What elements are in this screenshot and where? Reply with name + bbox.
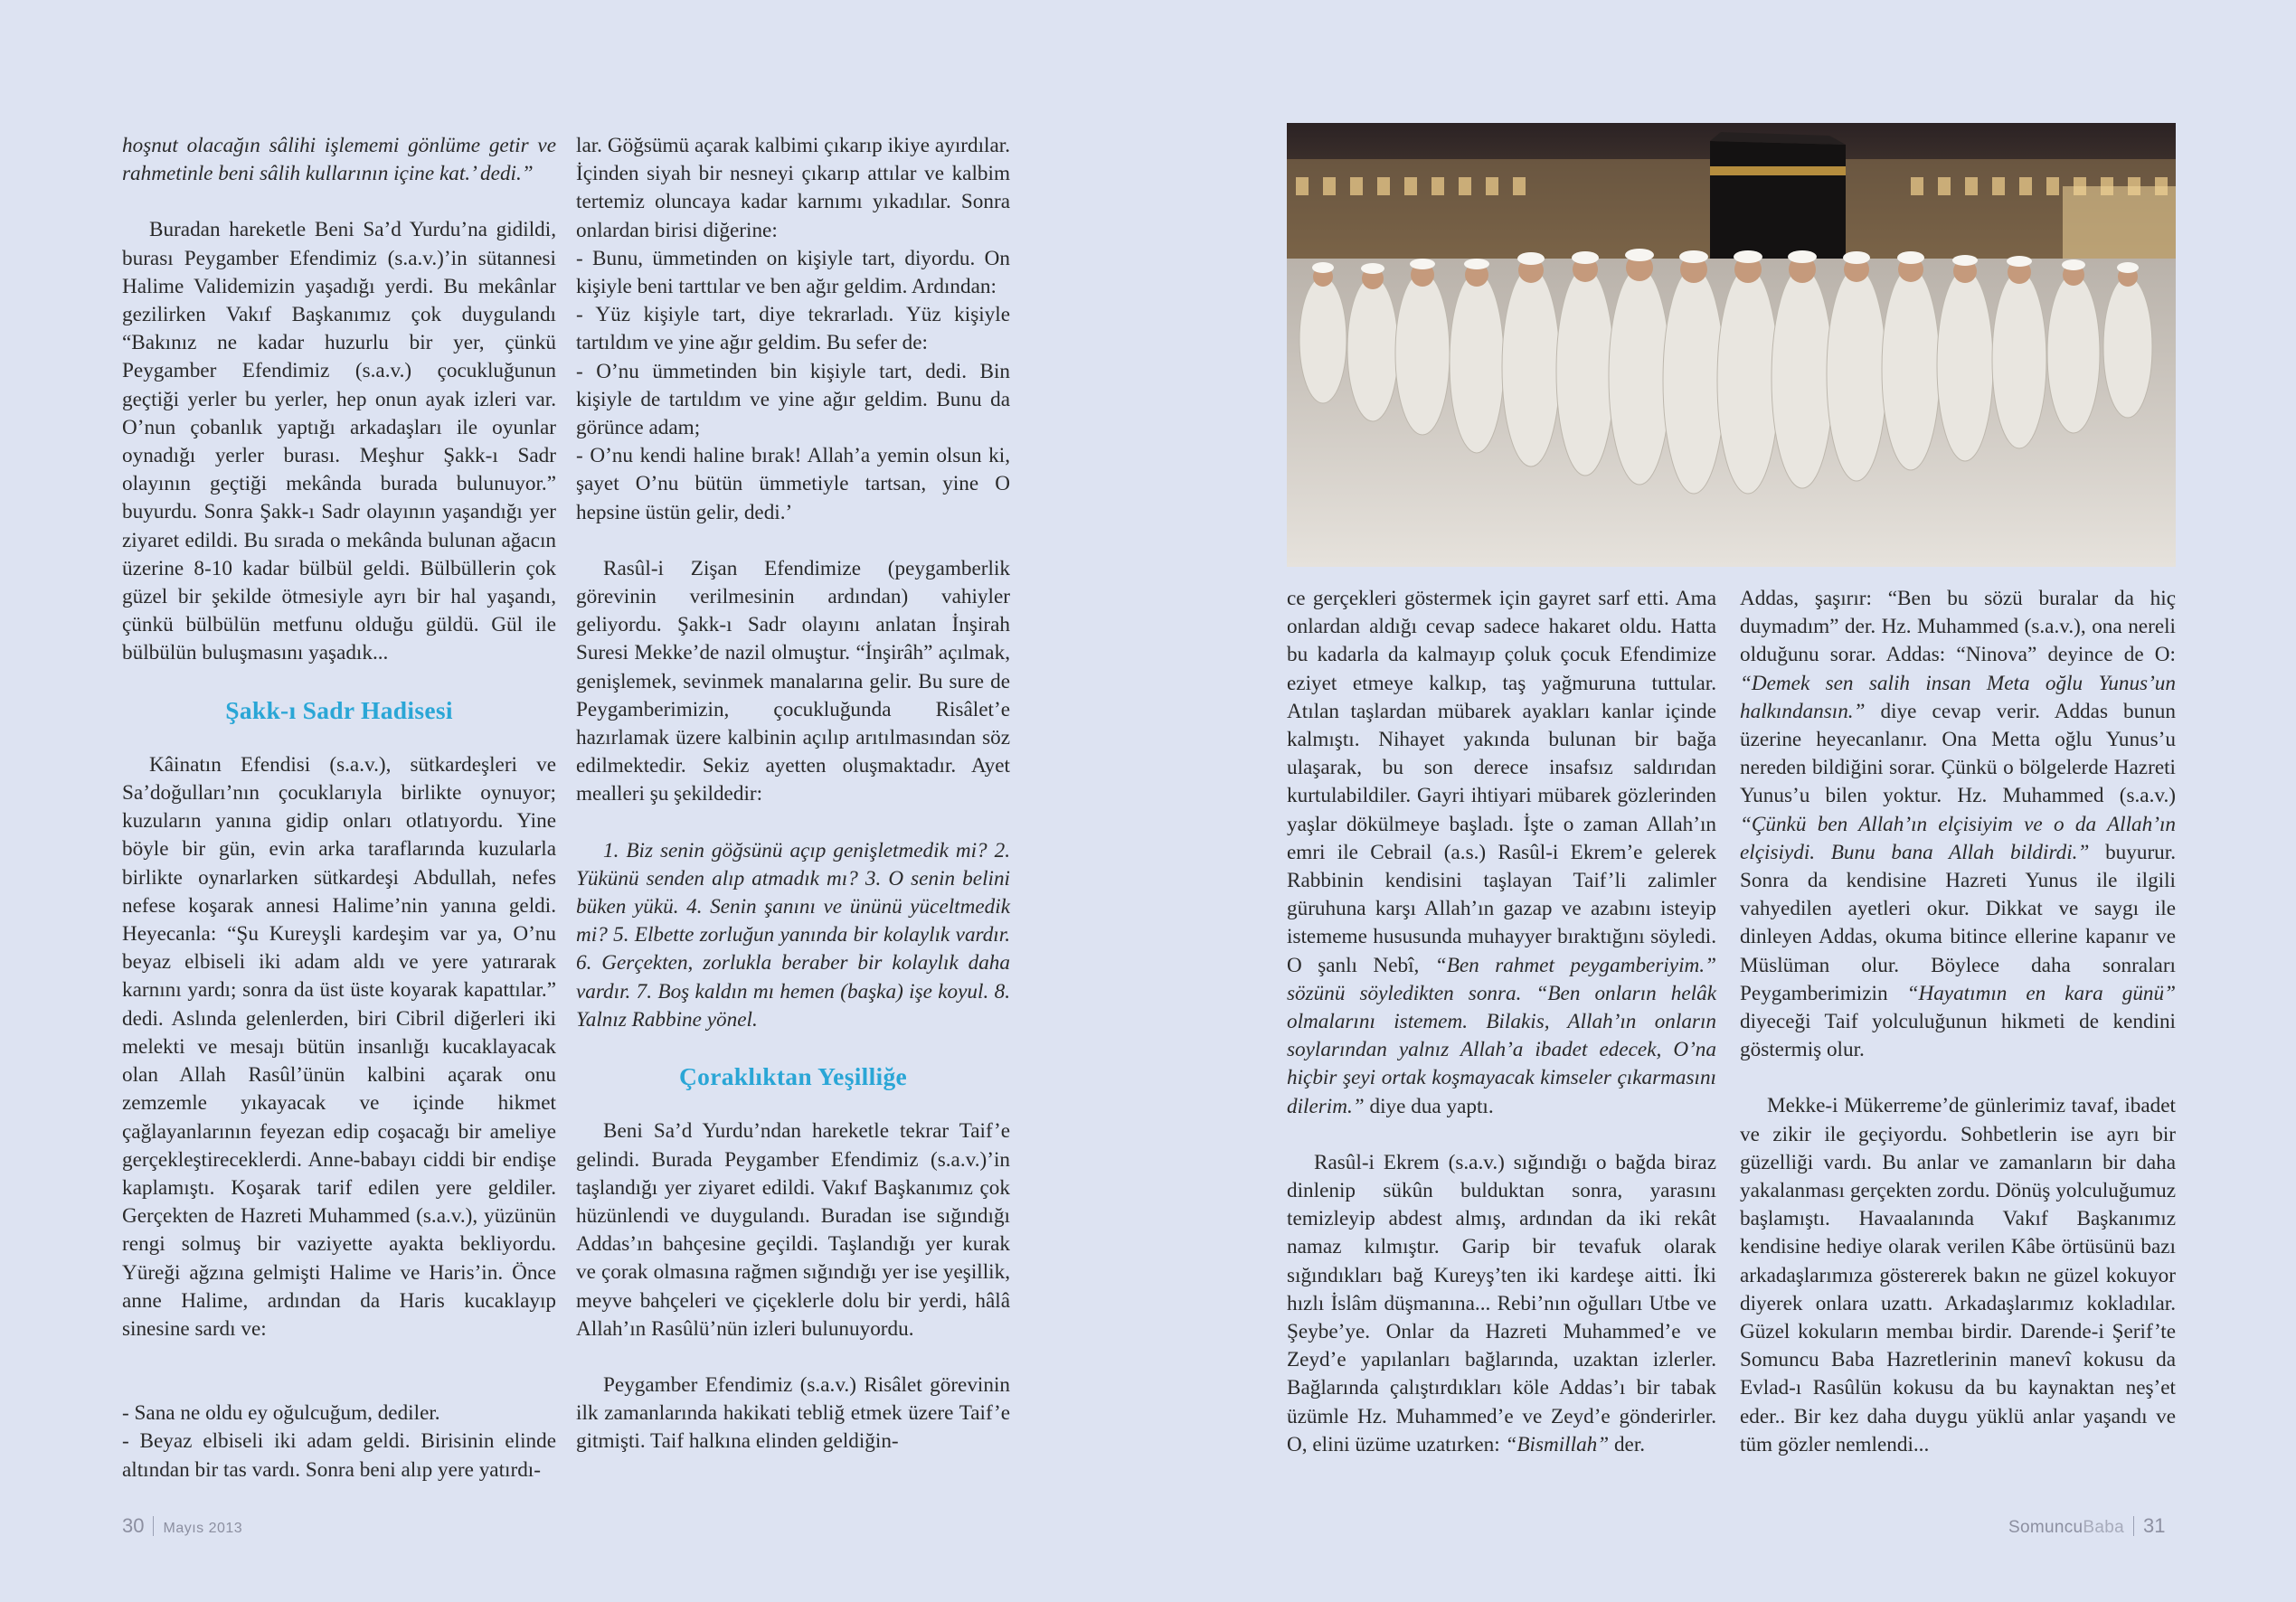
section-heading: Çoraklıktan Yeşilliğe	[678, 1062, 908, 1091]
text-run: diye cevap verir. Addas bunun üzerine heyecanlanır. Ona Metta oğlu Yunus’u nereden bildiğini sorar. Çünkü o bölgelerde Hazreti Yunus’u bilen yoktur. Hz. Muhammed (s.a.v.)	[1740, 699, 2176, 808]
dialogue-line: - Bunu, ümmetinden on kişiyle tart, diyordu. On kişiyle beni tarttılar ve ben ağır geldim. Ardından:	[576, 246, 1010, 299]
kaaba-group-photo	[1287, 123, 2176, 567]
quote-run: “Ben rahmet peygamberiyim.” sözünü söyledikten sonra. “Ben onların helâk olmalarını istemem. Bilakis, Allah’ın onların soylarından yalnız Allah’a ibadet edecek, O’na hiçbir şeyi ortak koşmayacak kimseler çıkarmasını dilerim.”	[1287, 953, 1716, 1118]
section-heading: Şakk-ı Sadr Hadisesi	[225, 695, 453, 724]
verse-translations: 1. Biz senin göğsünü açıp genişletmedik mi? 2. Yükünü senden alıp atmadık mı? 3. O senin belini büken yükü. 4. Senin şanını ve ününü yüceltmedik mi? 5. Elbette zorluğun yanında bir kolaylık vardır. 6. Gerçekten, zorlukla beraber bir kolaylık daha vardır. 7. Boş kaldın mı hemen (başka) işe koyul. 8. Yalnız Rabbine yönel.	[576, 838, 1010, 1032]
paragraph: Kâinatın Efendisi (s.a.v.), sütkardeşleri ve Sa’doğulları’nın çocuklarıyla birlikte oynuyor; kuzuların yanına gidip onları otlatıyordu. Yine böyle bir gün, evin arka taraflarında kuzularla birlikte oynarlarken sütkardeşi Abdullah, nefes nefese koşarak annesi Halime’nin yanına geldi. Heyecanla: “Şu Kureyşli kardeşim var ya, O’nu beyaz elbiseli iki adam aldı ve yere yatırarak karnını yardı; sonra da üst üste koyarak kapattılar.” dedi. Aslında gelenlerden, biri Cibril diğerleri iki melekti ve mesajı bütün insanlığı kucaklayacak olan Allah Rasûl’ünün kalbini açarak onu zemzemle yıkayacak ve içinde hikmet çağlayanlarının feyezan edip coşacağı bir ameliye gerçekleştireceklerdi. Anne-babayı ciddi bir endişe kaplamıştı. Koşarak tarif edilen yere geldiler. Gerçekten de Hazreti Muhammed (s.a.v.), yüzünün rengi solmuş bir vaziyette ayakta bekliyordu. Yüreği ağzına gelmişti Halime ve Haris’in. Önce anne Halime, ardından da Haris kucaklayıp sinesine sardı ve:	[122, 752, 556, 1341]
paragraph: Buradan hareketle Beni Sa’d Yurdu’na gidildi, burası Peygamber Efendimiz (s.a.v.)’in sütannesi Halime Validemizin yaşadığı yerdi. Bu mekânlar gezilirken Vakıf Başkanımız çok duygulandı “Bakınız ne kadar huzurlu bir yer, çünkü Peygamber Efendimiz (s.a.v.) çocukluğunun geçtiği yerler bu yerler, hep onun ayak izleri var. O’nun çobanlık yaptığı arkadaşları ile oyunlar oynadığı yerler burası. Meşhur Şakk-ı Sadr olayının geçtiği mekânda burada bulunuyor.” buyurdu. Sonra Şakk-ı Sadr olayının yaşandığı yer ziyaret edildi. Bu sırada o mekânda bulunan ağacın üzerine 8-10 kadar bülbül geldi. Bülbüllerin çok güzel bir şekilde ötmesiyle ayrı bir hal yaşandı, çünkü bülbülün metfunu olduğu güldü. Gül ile bülbülün buluşmasını yaşadık...	[122, 218, 556, 665]
dialogue-line: - Sana ne oldu ey oğulcuğum, dediler.	[122, 1401, 440, 1426]
dialogue-line: - O’nu ümmetinden bin kişiyle tart, dedi. Bin kişiyle de tartıldım ve yine ağır geldim. Bunu da görünce adam;	[576, 359, 1010, 440]
folio-divider	[2133, 1516, 2134, 1536]
paragraph: hoşnut olacağın sâlihi işlememi gönlüme getir ve rahmetinle beni sâlih kullarının içine kat.’ dedi.”	[122, 134, 556, 186]
text-run: buyurur. Sonra da kendisine Hazreti Yunus ile ilgili vahyedilen ayetleri okur. Dikkat ve saygı ile dinleyen Addas, okuma bitince ellerine kapanır ve Müslüman olur. Böylece daha sonraları Peygamberimizin	[1740, 840, 2176, 1005]
quote-run: “Bismillah”	[1505, 1432, 1610, 1456]
paragraph	[1740, 585, 2176, 1064]
column-1	[122, 132, 556, 1484]
dialogue-line: - Beyaz elbiseli iki adam geldi. Birisinin elinde altından bir tas vardı. Sonra beni alıp yere yatırdı-	[122, 1429, 556, 1482]
photo-illustration	[1287, 123, 2176, 567]
paragraph	[1287, 1149, 1716, 1459]
folio-divider	[153, 1516, 154, 1536]
text-run: diye dua yaptı.	[1364, 1094, 1494, 1118]
text-run: Rasûl-i Ekrem (s.a.v.) sığındığı o bağda biraz dinlenip sükûn bulduktan sonra, yarasını temizleyip abdest almış, ardından da iki rekât namaz kılmıştır. Garip bir tevafuk olarak sığındıkları bağ Kureyş’ten iki kardeşe aitti. İki hızlı İslâm düşmanına... Rebi’nın oğulları Utbe ve Şeybe’ye. Onlar da Hazreti Muhammed’e ve Zeyd’e yapılanları bağlarında, uzaktan izlerler. Bağlarında çalıştırdıkları köle Addas’ı bir tabak üzümle Hz. Muhammed’e ve Zeyd’e gönderirler. O, elini üzüme uzatırken:	[1287, 1150, 1716, 1456]
quote-run: “Demek sen salih insan Meta oğlu Yunus’un halkındansın.”	[1740, 671, 2176, 723]
page-folio-right	[2008, 1514, 2165, 1538]
column-3	[1287, 585, 1716, 1459]
brand-part: Baba	[2083, 1518, 2124, 1537]
page-number: 30	[122, 1514, 145, 1537]
page-folio-left	[122, 1514, 242, 1538]
dialogue-line: - O’nu kendi haline bırak! Allah’a yemin olsun ki, şayet O’nu bütün ümmetiyle tartsan, yine O hepsine üstün gelir, dedi.’	[576, 444, 1010, 524]
text-run: diyeceği Taif yolculuğunun hikmeti de kendini göstermiş olur.	[1740, 1010, 2176, 1062]
quote-run: “Hayatımın en kara günü”	[1906, 981, 2176, 1005]
paragraph: lar. Göğsümü açarak kalbimi çıkarıp ikiye ayırdılar. İçinden siyah bir nesneyi çıkarıp attılar ve kalbim tertemiz oluncaya kadar karnımı yıkadılar. Sonra onlardan birisi diğerine:	[576, 134, 1010, 242]
magazine-brand	[2008, 1518, 2124, 1537]
paragraph	[1287, 585, 1716, 1121]
paragraph: Mekke-i Mükerreme’de günlerimiz tavaf, ibadet ve zikir ile geçiyordu. Sohbetlerin ise ayrı bir güzelliği vardı. Bu anlar ve zamanların bir daha yakalanması gerçekten zordu. Dönüş yolculuğumuz başlamıştı. Havaalanında Vakıf Başkanımız kendisine hediye olarak verilen Kâbe örtüsünü bazı arkadaşlarımıza göstererek bakın ne güzel kokuyor diyerek onlara uzattı. Arkadaşlarımız kokladılar. Güzel kokuların membaı birdir. Darende-i Şerif’te Somuncu Baba Hazretlerinin manevî kokusu da Evlad-ı Rasûlün kokusu da bu kaynaktan neş’et eder.. Bir kez daha duygu yüklü anlar yaşandı ve tüm gözler nemlendi...	[1740, 1094, 2176, 1456]
paragraph: Beni Sa’d Yurdu’ndan hareketle tekrar Taif’e gelindi. Burada Peygamber Efendimiz (s.a.v.)’in taşlandığı yer ziyaret edildi. Vakıf Başkanımız çok hüzünlendi ve duygulandı. Buradan ise sığındığı Addas’ın bahçesine geçildi. Taşlandığı yer kurak ve çorak olmasına rağmen sığındığı yer ise yeşillik, meyve bahçeleri ve çiçeklerle dolu bir yerdi, hâlâ Allah’ın Rasûlü’nün izleri bulunuyordu.	[576, 1119, 1010, 1341]
paragraph: Peygamber Efendimiz (s.a.v.) Risâlet görevinin ilk zamanlarında hakikati tebliğ etmek üzere Taif’e gitmişti. Taif halkına elinden geldiğin-	[576, 1372, 1010, 1454]
column-2	[576, 132, 1010, 1456]
brand-part: Somuncu	[2008, 1518, 2083, 1537]
text-run: der.	[1609, 1432, 1646, 1456]
dialogue-line: - Yüz kişiyle tart, diye tekrarladı. Yüz kişiyle tartıldım ve yine ağır geldim. Bu sefer de:	[576, 303, 1010, 355]
page-number: 31	[2142, 1514, 2166, 1537]
issue-date: Mayıs 2013	[163, 1521, 243, 1536]
right-page	[1148, 0, 2296, 1602]
text-run: Addas, şaşırır: “Ben bu sözü buralar da hiç duymadım” der. Hz. Muhammed (s.a.v.), ona nereli olduğunu sorar. Addas: “Ninova” deyince de O:	[1740, 587, 2176, 667]
column-4	[1740, 585, 2176, 1459]
paragraph: Rasûl-i Zişan Efendimize (peygamberlik görevinin verilmesinin ardından) vahiyler geliyordu. Şakk-ı Sadr olayını anlatan İnşirah Suresi Mekke’de nazil olmuştur. “İnşirâh” açılmak, genişlemek, sevinmek manalarına gelir. Bu sure de Peygamberimizin, çocukluğunda Risâlet’e hazırlamak üzere kalbinin açılıp arıtılmasından söz edilmektedir. Sekiz ayetten oluşmaktadır. Ayet mealleri şu şekildedir:	[576, 556, 1010, 806]
quote-run: “Çünkü ben Allah’ın elçisiyim ve o da Allah’ın elçisiydi. Bunu bana Allah bildirdi.”	[1740, 812, 2176, 864]
text-run: ce gerçekleri göstermek için gayret sarf etti. Ama onlardan aldığı cevap sadece hakaret oldu. Hatta bu kadarla da kalmayıp çoluk çocuk Efendimize eziyet etmeye kalkıp, taş yağmuruna tuttular. Atılan taşlardan mübarek ayakları kanlar içinde kalmıştı. Nihayet yakında bulunan bir bağa ulaşarak, bu son derece insafsız saldırıdan kurtulabildiler. Gayri ihtiyari mübarek gözlerinden yaşlar dökülmeye başladı. İşte o zaman Allah’ın emri ile Cebrail (a.s.) Rasûl-i Ekrem’e gelerek Rabbinin kendisini taşlayan Taif’li zalimler güruhuna karşı Allah’ın gazap ve azabını isteyip istememe hususunda muhayyer bıraktığını söyledi. O şanlı Nebî,	[1287, 587, 1716, 977]
